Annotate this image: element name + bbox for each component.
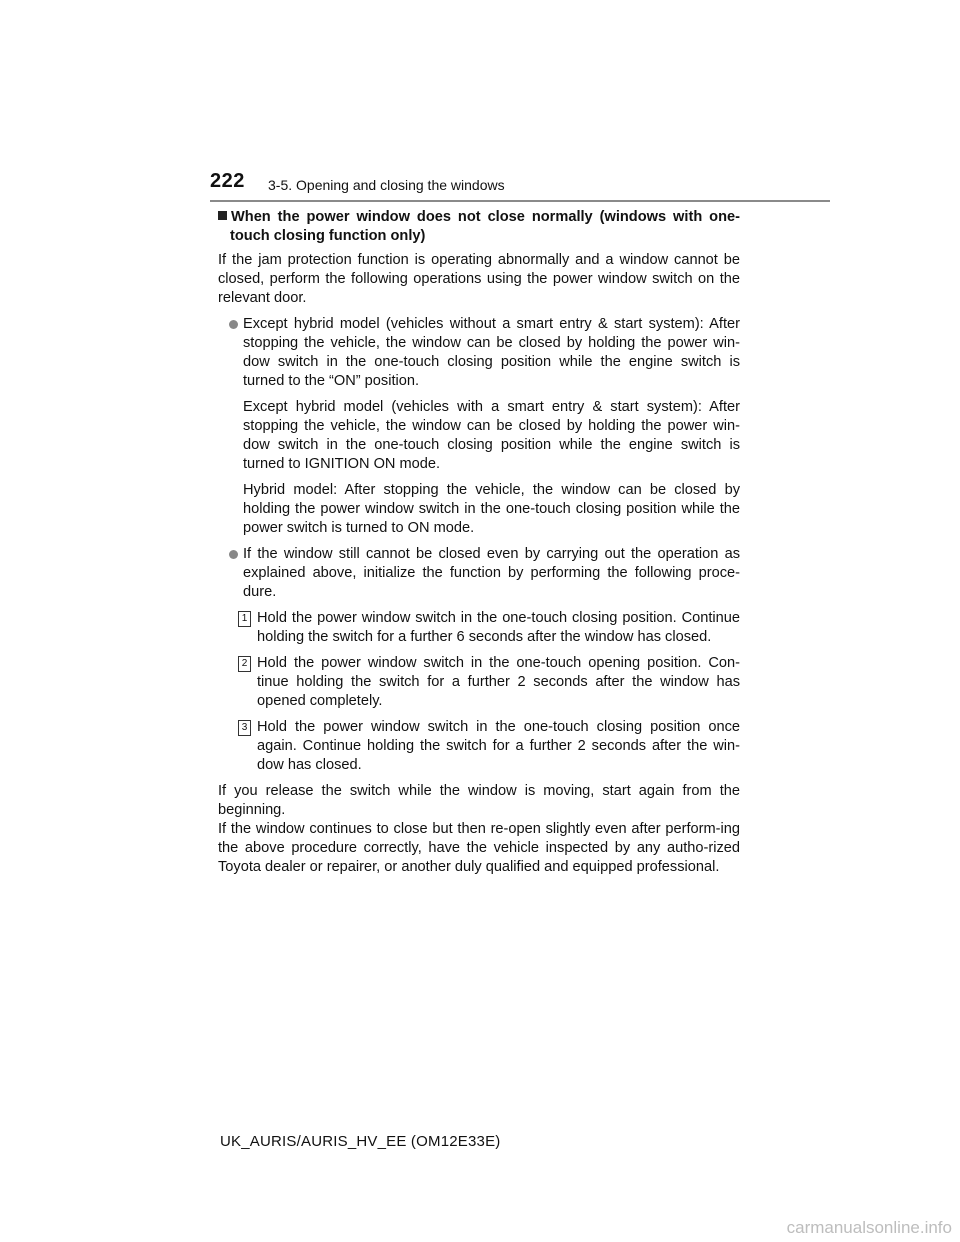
bullet-text: Except hybrid model (vehicles without a smart entry & start system): After stopping the vehicle, the window can be closed by holding the power win-dow switch in the one-touch closing position while the engine switch is turned to the “ON” position. bbox=[243, 316, 740, 389]
procedure-step bbox=[218, 654, 740, 711]
step-number-badge: 2 bbox=[238, 656, 251, 672]
watermark: carmanualsonline.info bbox=[786, 1218, 952, 1237]
bullet-subparagraph: Hybrid model: After stopping the vehicle, the window can be closed by holding the power window switch in the one-touch closing position while the power switch is turned to ON mode. bbox=[243, 482, 740, 536]
bullet-item bbox=[218, 545, 740, 602]
header-divider bbox=[210, 200, 830, 202]
section-heading bbox=[218, 208, 740, 246]
step-text: Hold the power window switch in the one-touch closing position. Continue holding the switch for a further 6 seconds after the window has closed. bbox=[257, 610, 740, 645]
circle-bullet-icon bbox=[229, 550, 238, 559]
step-number-badge: 3 bbox=[238, 720, 251, 736]
footer-model-code: UK_AURIS/AURIS_HV_EE (OM12E33E) bbox=[220, 1133, 501, 1150]
procedure-step bbox=[218, 718, 740, 775]
step-number-badge: 1 bbox=[238, 611, 251, 627]
section-title: 3-5. Opening and closing the windows bbox=[268, 177, 505, 193]
circle-bullet-icon bbox=[229, 320, 238, 329]
closing-paragraph: If the window continues to close but then re-open slightly even after perform-ing the above procedure correctly, have the vehicle inspected by any autho-rized Toyota dealer or repairer, or another duly qualified and equipped professional. bbox=[218, 821, 740, 875]
bullet-item bbox=[218, 315, 740, 391]
bullet-subparagraph: Except hybrid model (vehicles with a smart entry & start system): After stopping the vehicle, the window can be closed by holding the power win-dow switch in the one-touch closing position while the engine switch is turned to IGNITION ON mode. bbox=[243, 399, 740, 472]
closing-paragraph: If you release the switch while the window is moving, start again from the beginning. bbox=[218, 783, 740, 818]
square-bullet-icon bbox=[218, 211, 227, 220]
step-text: Hold the power window switch in the one-touch closing position once again. Continue holding the switch for a further 2 seconds after the win-dow has closed. bbox=[257, 719, 740, 773]
procedure-step bbox=[218, 609, 740, 647]
page-content bbox=[218, 208, 740, 877]
step-text: Hold the power window switch in the one-touch opening position. Con-tinue holding the switch for a further 2 seconds after the window has opened completely. bbox=[257, 655, 740, 709]
intro-paragraph: If the jam protection function is operating abnormally and a window cannot be closed, perform the following operations using the power window switch on the relevant door. bbox=[218, 252, 740, 306]
page-number: 222 bbox=[210, 170, 245, 192]
section-heading-text: When the power window does not close normally (windows with one-touch closing function only) bbox=[230, 209, 740, 244]
bullet-text: If the window still cannot be closed even by carrying out the operation as explained above, initialize the function by performing the following proce-dure. bbox=[243, 546, 740, 600]
